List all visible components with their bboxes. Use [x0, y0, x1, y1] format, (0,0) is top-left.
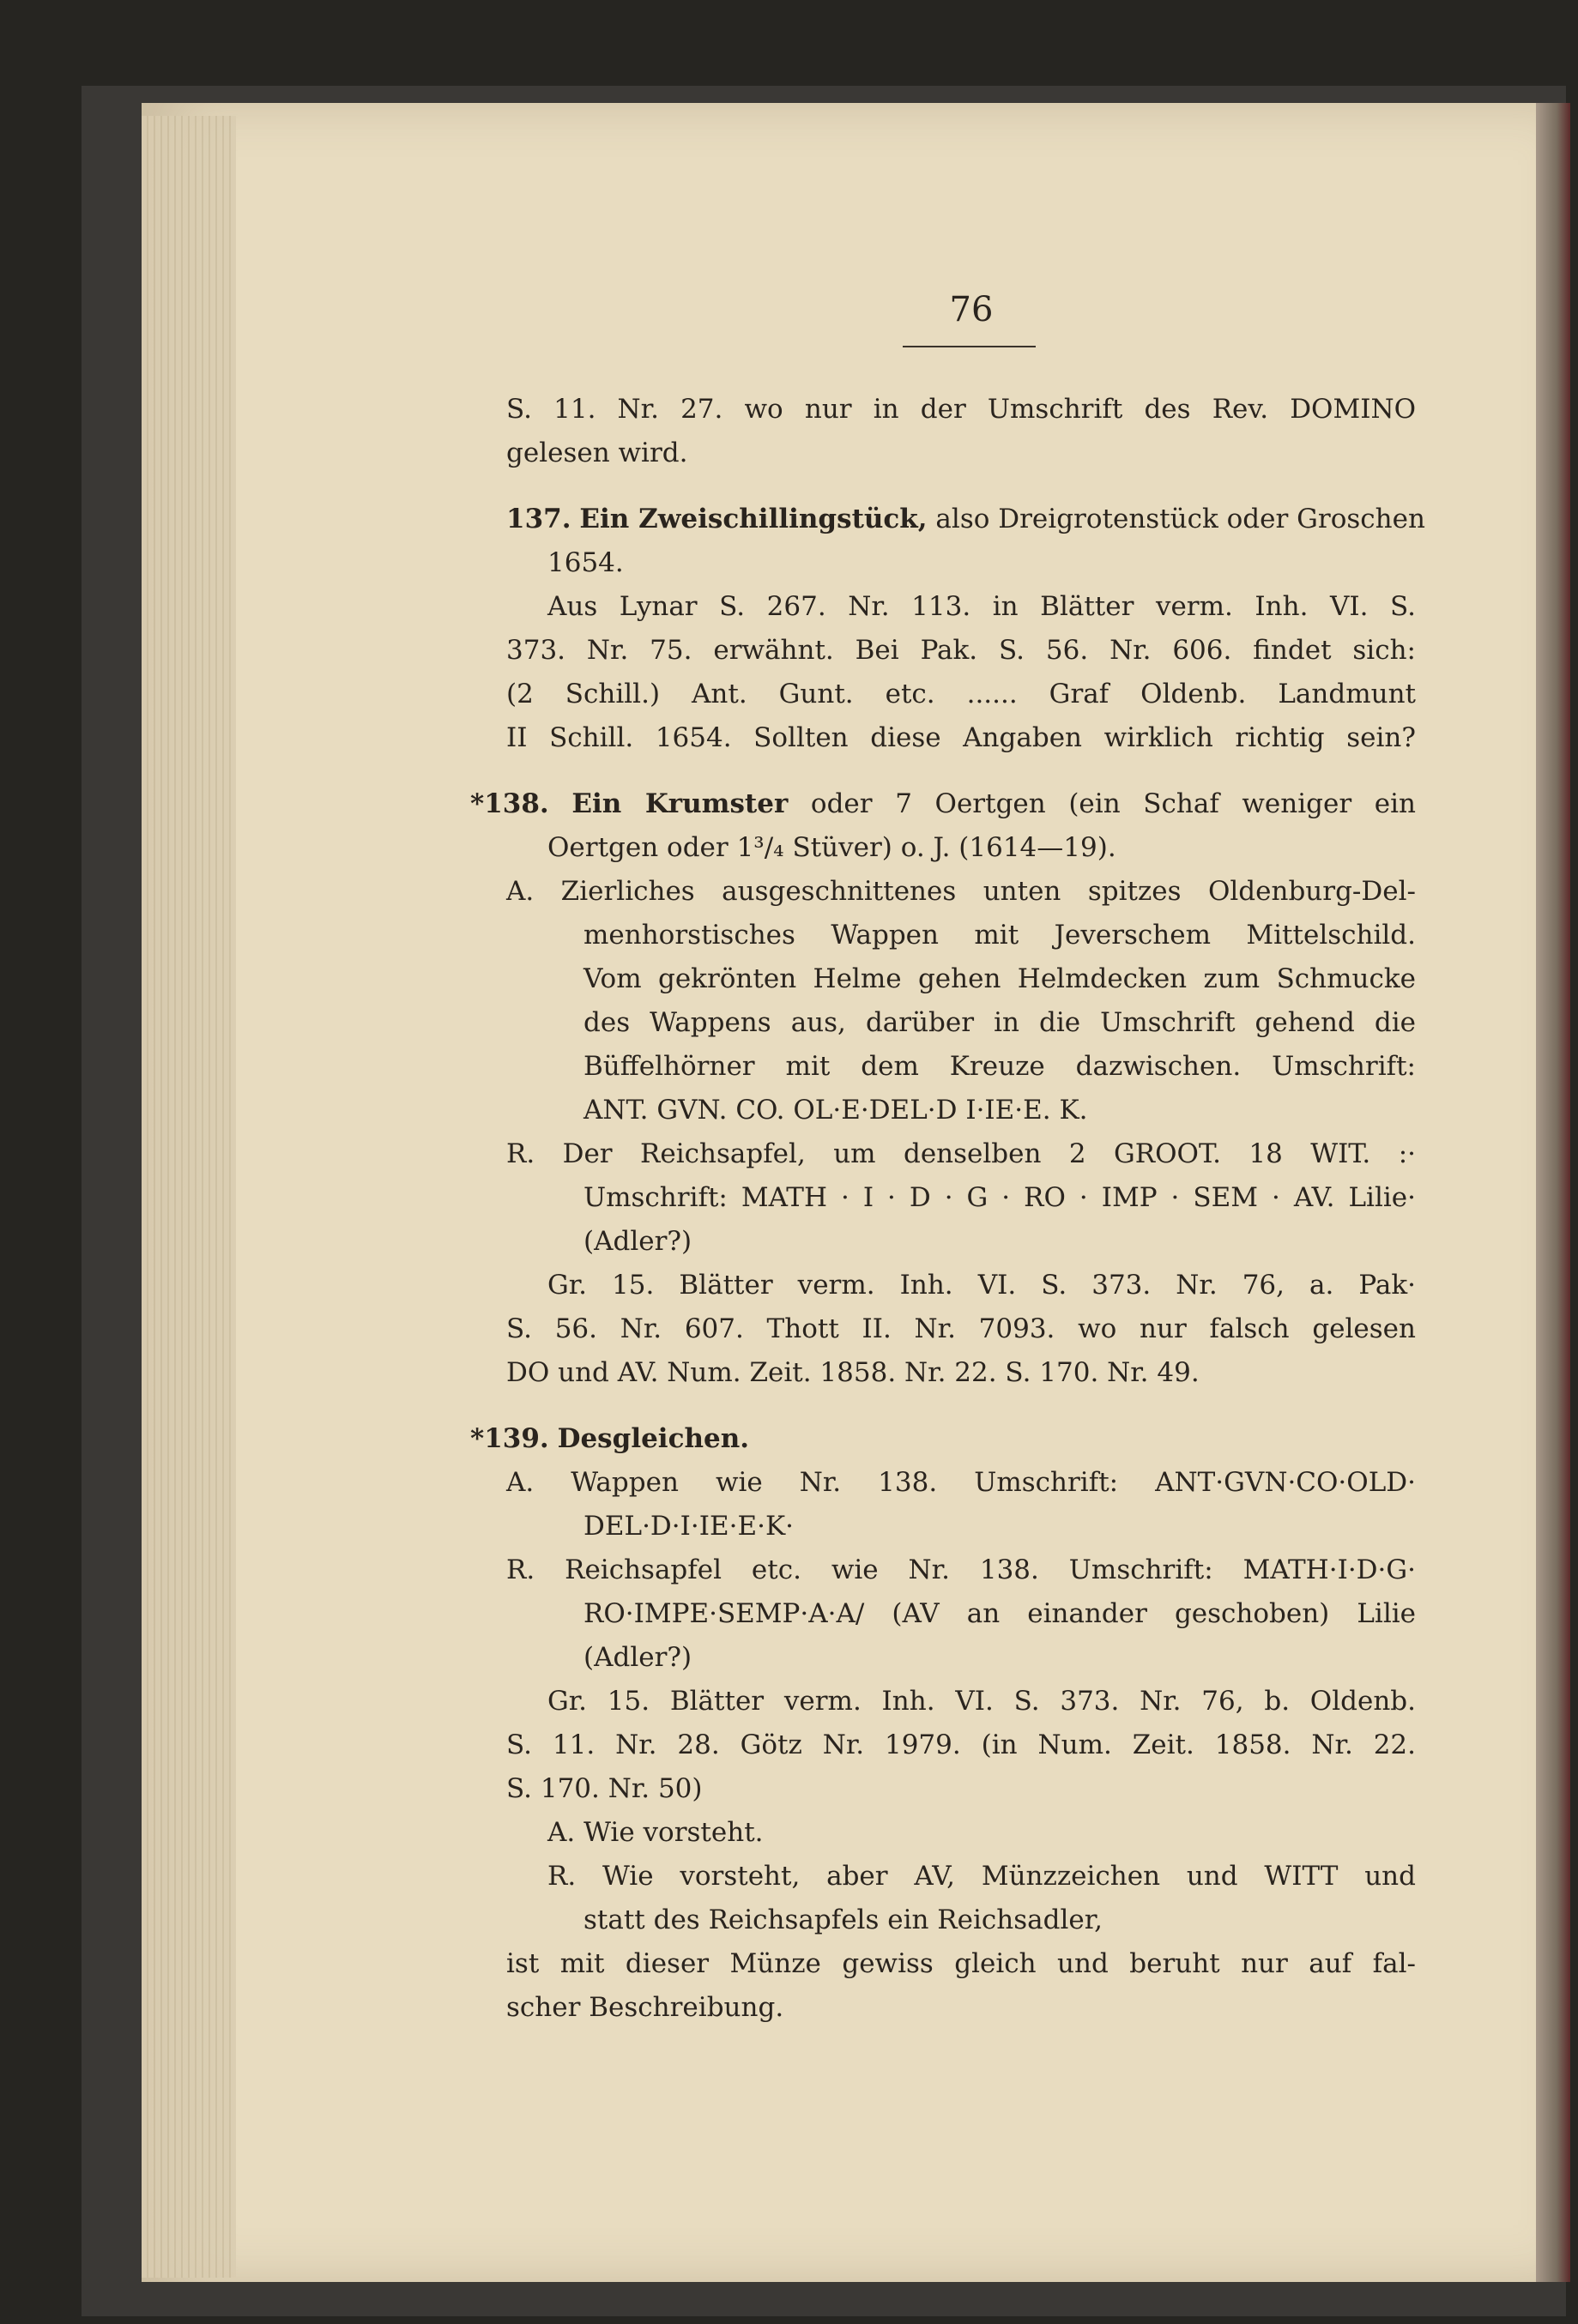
entry-139-heading	[470, 1417, 1416, 1461]
text-line: (Adler?)	[583, 1642, 692, 1673]
text-line: 1654.	[547, 547, 624, 578]
text-line: (2 Schill.) Ant. Gunt. etc. ...... Graf Oldenb. Landmunt	[506, 679, 1416, 709]
text-line: statt des Reichsapfels ein Reichsadler,	[583, 1904, 1103, 1935]
text-line: (Adler?)	[583, 1226, 692, 1257]
text-line: A. Wie vorsteht.	[547, 1817, 764, 1848]
text-line: Aus Lynar S. 267. Nr. 113. in Blätter verm. Inh. VI. S.	[547, 591, 1416, 622]
text-line: Umschrift: MATH · I · D · G · RO · IMP · SEM · AV. Lilie·	[583, 1182, 1416, 1213]
text-line: S. 170. Nr. 50)	[506, 1773, 703, 1804]
page-edges	[142, 116, 236, 2278]
text-line: des Wappens aus, darüber in die Umschrift gehend die	[583, 1007, 1416, 1038]
entry-title: Ein Zweischillingstück,	[579, 504, 928, 534]
text-line: II Schill. 1654. Sollten diese Angaben wirklich richtig sein?	[506, 722, 1416, 753]
entry-number: *139.	[470, 1423, 549, 1454]
entry-title: Desgleichen.	[557, 1423, 750, 1454]
text-line: A. Wappen wie Nr. 138. Umschrift: ANT·GVN·CO·OLD·	[506, 1467, 1416, 1498]
entry-number: *138.	[470, 788, 549, 819]
page-number: 76	[949, 290, 994, 329]
text-line: menhorstisches Wappen mit Jeverschem Mittelschild.	[583, 920, 1416, 951]
text-line: S. 11. Nr. 28. Götz Nr. 1979. (in Num. Zeit. 1858. Nr. 22.	[506, 1729, 1416, 1760]
page-text	[470, 388, 1425, 2030]
text-line: scher Beschreibung.	[506, 1992, 784, 2023]
entry-137-heading	[506, 498, 1425, 541]
text-line: S. 56. Nr. 607. Thott II. Nr. 7093. wo nur falsch gelesen	[506, 1313, 1416, 1344]
text-line: Büffelhörner mit dem Kreuze dazwischen. Umschrift:	[583, 1051, 1416, 1082]
text-line: S. 11. Nr. 27. wo nur in der Umschrift des Rev. DOMINO	[506, 394, 1416, 425]
text-line: gelesen wird.	[506, 438, 688, 468]
book-spine	[1536, 103, 1570, 2282]
text-line: R. Wie vorsteht, aber AV, Münzzeichen und WITT und	[547, 1861, 1416, 1892]
text-line: RO·IMPE·SEMP·A·A/ (AV an einander geschoben) Lilie	[583, 1598, 1416, 1629]
entry-title: Ein Krumster	[571, 788, 789, 819]
entry-number: 137.	[506, 504, 571, 534]
text-line: A. Zierliches ausgeschnittenes unten spitzes Oldenburg-Del-	[506, 876, 1416, 907]
entry-heading-rest: oder 7 Oertgen (ein Schaf weniger ein	[788, 788, 1417, 819]
text-line: DO und AV. Num. Zeit. 1858. Nr. 22. S. 170. Nr. 49.	[506, 1357, 1200, 1388]
text-line: Vom gekrönten Helme gehen Helmdecken zum Schmucke	[583, 963, 1416, 994]
text-line: DEL·D·I·IE·E·K·	[583, 1511, 794, 1542]
entry-138-heading	[470, 782, 1416, 826]
page-number-rule	[903, 346, 1036, 347]
text-line: ist mit dieser Münze gewiss gleich und beruht nur auf fal-	[506, 1948, 1416, 1979]
text-line: Oertgen oder 1³/₄ Stüver) o. J. (1614—19).	[547, 832, 1116, 863]
text-line: Gr. 15. Blätter verm. Inh. VI. S. 373. Nr. 76, a. Pak·	[547, 1270, 1416, 1301]
text-line: ANT. GVN. CO. OL·E·DEL·D I·IE·E. K.	[583, 1095, 1088, 1126]
text-line: R. Reichsapfel etc. wie Nr. 138. Umschrift: MATH·I·D·G·	[506, 1554, 1416, 1585]
text-line: 373. Nr. 75. erwähnt. Bei Pak. S. 56. Nr. 606. findet sich:	[506, 635, 1416, 666]
text-line: Gr. 15. Blätter verm. Inh. VI. S. 373. Nr. 76, b. Oldenb.	[547, 1686, 1416, 1717]
entry-heading-rest: also Dreigrotenstück oder Groschen	[927, 504, 1425, 534]
text-line: R. Der Reichsapfel, um denselben 2 GROOT. 18 WIT. :·	[506, 1138, 1416, 1169]
